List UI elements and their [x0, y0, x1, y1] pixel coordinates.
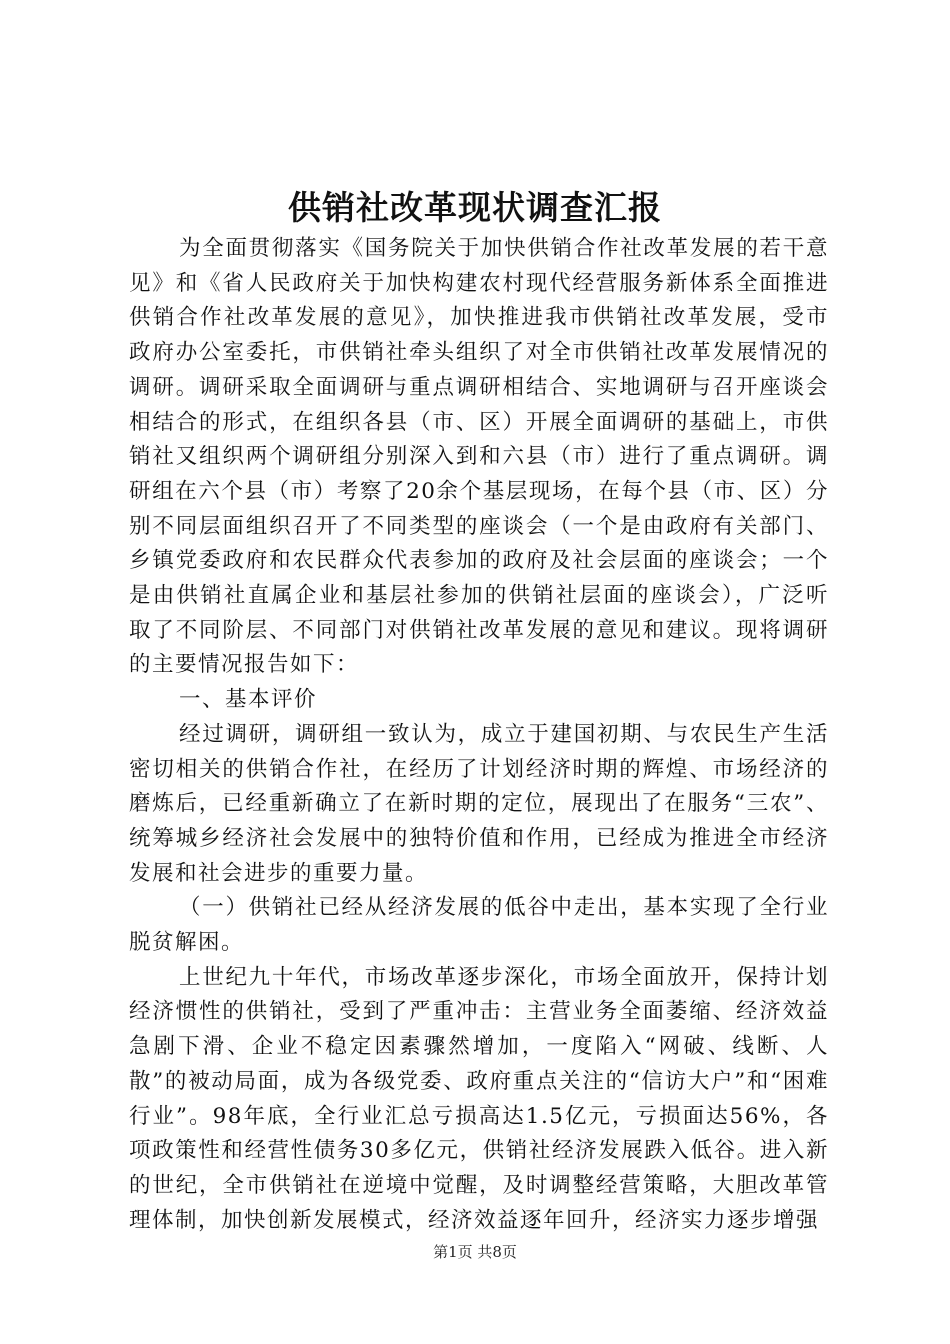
evaluation-paragraph: 经过调研，调研组一致认为，成立于建国初期、与农民生产生活密切相关的供销合作社，在经历了计划经济时期的辉煌、市场经济的磨炼后，已经重新确立了在新时期的定位，展现出了在服务“三农”、统筹城乡经济社会发展中的独特价值和作用，已经成为推进全市经济发展和社会进步的重要力量。 — [129, 721, 829, 886]
subsection-paragraph: （一）供销社已经从经济发展的低谷中走出，基本实现了全行业脱贫解困。 — [129, 895, 829, 956]
section-heading: 一、基本评价 — [179, 687, 318, 713]
document-title: 供销社改革现状调查汇报 — [288, 188, 662, 227]
page-footer: 第1页 共8页 — [433, 1243, 517, 1261]
document-body — [129, 232, 829, 1238]
history-paragraph: 上世纪九十年代，市场改革逐步深化，市场全面放开，保持计划经济惯性的供销社，受到了严重冲击：主营业务全面萎缩、经济效益急剧下滑、企业不稳定因素骤然增加，一度陷入“网破、线断、人散”的被动局面，成为各级党委、政府重点关注的“信访大户”和“困难行业”。98年底，全行业汇总亏损高达1.5亿元，亏损面达56%，各项政策性和经营性债务30多亿元，供销社经济发展跌入低谷。进入新的世纪，全市供销社在逆境中觉醒，及时调整经营策略，大胆改革管理体制，加快创新发展模式，经济效益逐年回升，经济实力逐步增强 — [129, 964, 829, 1233]
intro-paragraph: 为全面贯彻落实《国务院关于加快供销合作社改革发展的若干意见》和《省人民政府关于加快构建农村现代经营服务新体系全面推进供销合作社改革发展的意见》，加快推进我市供销社改革发展，受市政府办公室委托，市供销社牵头组织了对全市供销社改革发展情况的调研。调研采取全面调研与重点调研相结合、实地调研与召开座谈会相结合的形式，在组织各县（市、区）开展全面调研的基础上，市供销社又组织两个调研组分别深入到和六县（市）进行了重点调研。调研组在六个县（市）考察了20余个基层现场，在每个县（市、区）分别不同层面组织召开了不同类型的座谈会（一个是由政府有关部门、乡镇党委政府和农民群众代表参加的政府及社会层面的座谈会；一个是由供销社直属企业和基层社参加的供销社层面的座谈会），广泛听取了不同阶层、不同部门对供销社改革发展的意见和建议。现将调研的主要情况报告如下： — [129, 236, 829, 678]
